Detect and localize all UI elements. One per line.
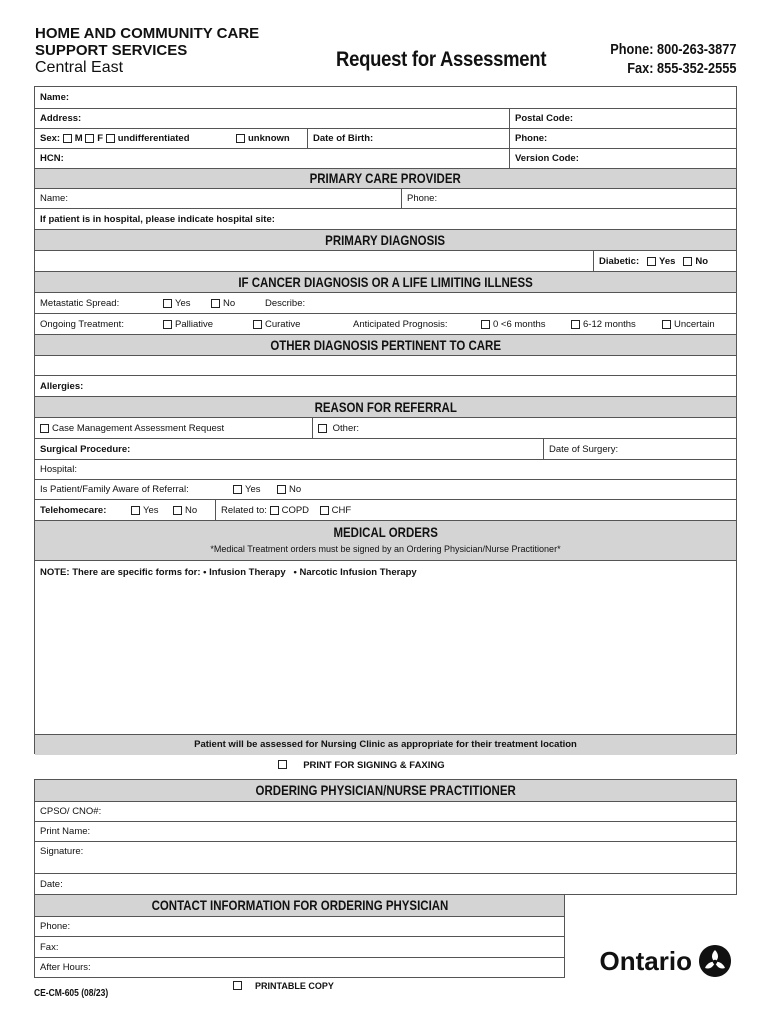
contact-fax-row[interactable] (35, 936, 564, 957)
trillium-icon (698, 944, 732, 978)
sex-f-checkbox[interactable] (85, 134, 94, 143)
aware-no-label: No (289, 484, 302, 495)
physician-form (34, 779, 737, 895)
telehomecare-row (35, 499, 736, 520)
medical-orders-subheading: *Medical Treatment orders must be signed by an Ordering Physician/Nurse Practitioner* (210, 544, 561, 554)
telehomecare-label: Telehomecare: (40, 504, 107, 516)
print-name-label: Print Name: (40, 826, 91, 837)
ontario-logo (600, 944, 732, 978)
allergies-label: Allergies: (40, 380, 84, 392)
metastatic-no-checkbox[interactable] (211, 299, 220, 308)
physician-heading: ORDERING PHYSICIAN/NURSE PRACTITIONER (35, 780, 736, 801)
page-title: Request for Assessment (336, 48, 547, 71)
describe-label: Describe: (265, 297, 306, 309)
aware-yes-checkbox[interactable] (233, 485, 242, 494)
surgical-label: Surgical Procedure: (40, 443, 131, 455)
referral-hospital-row[interactable] (35, 459, 736, 479)
prognosis-6-12-label: 6-12 months (583, 318, 636, 330)
diabetic-yes-label: Yes (659, 255, 676, 267)
contact-phone-label: Phone: (40, 921, 71, 932)
signature-row[interactable] (35, 841, 736, 873)
ontario-wordmark: Ontario (599, 945, 692, 976)
metastatic-no-label: No (223, 297, 236, 309)
form-code: CE-CM-605 (08/23) (34, 988, 109, 999)
copd-label: COPD (281, 504, 310, 516)
version-code-label: Version Code: (509, 149, 579, 168)
dob-label: Date of Birth: (307, 129, 373, 148)
nursing-clinic-note: Patient will be assessed for Nursing Clinic as appropriate for their treatment location (35, 734, 736, 755)
palliative-label: Palliative (175, 318, 214, 330)
sex-unknown-label: unknown (248, 133, 290, 144)
aware-no-checkbox[interactable] (277, 485, 286, 494)
referral-hospital-label: Hospital: (40, 464, 77, 475)
printable-copy-label: PRINTABLE COPY (255, 981, 334, 991)
print-name-row[interactable] (35, 821, 736, 841)
copd-checkbox[interactable] (270, 506, 279, 515)
curative-checkbox[interactable] (253, 320, 262, 329)
cpso-label: CPSO/ CNO#: (40, 806, 102, 817)
case-mgmt-row (35, 417, 736, 438)
palliative-checkbox[interactable] (163, 320, 172, 329)
prognosis-label: Anticipated Prognosis: (353, 318, 448, 330)
pcp-phone-label: Phone: (401, 189, 437, 208)
date-row[interactable] (35, 873, 736, 895)
telehomecare-no-checkbox[interactable] (173, 506, 182, 515)
org-line-2: SUPPORT SERVICES (35, 42, 188, 59)
sex-m-checkbox[interactable] (63, 134, 72, 143)
other-checkbox[interactable] (318, 424, 327, 433)
diabetic-no-label: No (695, 255, 709, 267)
telehomecare-yes-label: Yes (143, 504, 159, 516)
cancer-heading: IF CANCER DIAGNOSIS OR A LIFE LIMITING ILLNESS (35, 271, 736, 292)
diabetic-no-checkbox[interactable] (683, 257, 692, 266)
organization-name (35, 25, 259, 76)
telehomecare-no-label: No (185, 504, 198, 516)
pcp-row (35, 188, 736, 208)
patient-name-row[interactable] (35, 87, 736, 108)
case-mgmt-checkbox[interactable] (40, 424, 49, 433)
ongoing-treatment-row (35, 313, 736, 334)
medical-orders-field[interactable] (35, 560, 736, 734)
print-signing-label: PRINT FOR SIGNING & FAXING (303, 760, 445, 771)
sex-label: Sex: (40, 133, 61, 144)
aware-label: Is Patient/Family Aware of Referral: (40, 484, 189, 495)
other-label: Other: (332, 422, 360, 434)
header-fax: Fax: 855-352-2555 (626, 60, 736, 77)
postal-code-label: Postal Code: (509, 109, 573, 128)
date-surgery-label: Date of Surgery: (543, 439, 618, 459)
header-phone: Phone: 800-263-3877 (609, 41, 736, 58)
primary-diagnosis-heading: PRIMARY DIAGNOSIS (35, 229, 736, 250)
contact-fax-label: Fax: (40, 941, 59, 953)
sex-unknown-checkbox[interactable] (236, 134, 245, 143)
prognosis-uncertain-checkbox[interactable] (662, 320, 671, 329)
diabetic-row (35, 250, 736, 271)
diabetic-label: Diabetic: (599, 255, 640, 267)
diabetic-yes-checkbox[interactable] (647, 257, 656, 266)
case-mgmt-label: Case Management Assessment Request (52, 422, 225, 434)
medical-orders-heading (35, 520, 736, 560)
hospital-site-row (35, 208, 736, 229)
address-row[interactable] (35, 108, 736, 128)
after-hours-row[interactable] (35, 957, 564, 977)
date-label: Date: (40, 879, 63, 890)
metastatic-label: Metastatic Spread: (40, 297, 120, 309)
signature-label: Signature: (40, 846, 84, 857)
prognosis-lt6-checkbox[interactable] (481, 320, 490, 329)
metastatic-row (35, 292, 736, 313)
contact-phone-row[interactable] (35, 916, 564, 936)
org-line-1: HOME AND COMMUNITY CARE (35, 25, 260, 42)
chf-label: CHF (331, 504, 352, 516)
printable-copy-option (233, 981, 334, 991)
other-diagnosis-heading: OTHER DIAGNOSIS PERTINENT TO CARE (35, 334, 736, 355)
header-contact (610, 40, 736, 78)
medical-orders-title: MEDICAL ORDERS (333, 524, 438, 540)
hcn-row (35, 148, 736, 168)
ongoing-treatment-label: Ongoing Treatment: (40, 318, 124, 330)
org-line-3: Central East (35, 59, 124, 76)
prognosis-uncertain-label: Uncertain (674, 318, 715, 330)
main-form (34, 86, 737, 754)
address-label: Address: (40, 113, 82, 124)
sex-f-label: F (97, 133, 104, 144)
sex-undifferentiated-label: undifferentiated (117, 133, 190, 144)
contact-form (34, 895, 565, 978)
sex-undifferentiated-checkbox[interactable] (106, 134, 115, 143)
chf-checkbox[interactable] (320, 506, 329, 515)
sex-m-label: M (74, 133, 83, 144)
allergies-row[interactable] (35, 375, 736, 396)
prognosis-6-12-checkbox[interactable] (571, 320, 580, 329)
cpso-row[interactable] (35, 801, 736, 821)
telehomecare-yes-checkbox[interactable] (131, 506, 140, 515)
surgical-row (35, 438, 736, 459)
hcn-label: HCN: (40, 153, 64, 164)
aware-yes-label: Yes (245, 484, 261, 495)
patient-name-label: Name: (40, 92, 70, 103)
specific-forms-note: NOTE: There are specific forms for: • Infusion Therapy • Narcotic Infusion Therapy (40, 567, 417, 578)
after-hours-label: After Hours: (40, 962, 91, 973)
sex-dob-row (35, 128, 736, 148)
pcp-name-label: Name: (40, 193, 68, 204)
contact-heading: CONTACT INFORMATION FOR ORDERING PHYSICIAN (35, 895, 564, 916)
hospital-site-label: If patient is in hospital, please indicate hospital site: (40, 213, 275, 225)
related-to-label: Related to: (221, 504, 267, 516)
primary-care-heading: PRIMARY CARE PROVIDER (35, 168, 736, 188)
referral-heading: REASON FOR REFERRAL (35, 396, 736, 417)
prognosis-lt6-label: 0 <6 months (493, 318, 546, 330)
print-signing-option (278, 760, 445, 771)
curative-label: Curative (265, 318, 301, 330)
print-signing-checkbox[interactable] (278, 760, 287, 769)
other-diagnosis-field[interactable] (35, 355, 736, 375)
patient-phone-label: Phone: (509, 129, 547, 148)
printable-copy-checkbox[interactable] (233, 981, 242, 990)
aware-row (35, 479, 736, 499)
metastatic-yes-label: Yes (175, 297, 191, 309)
metastatic-yes-checkbox[interactable] (163, 299, 172, 308)
